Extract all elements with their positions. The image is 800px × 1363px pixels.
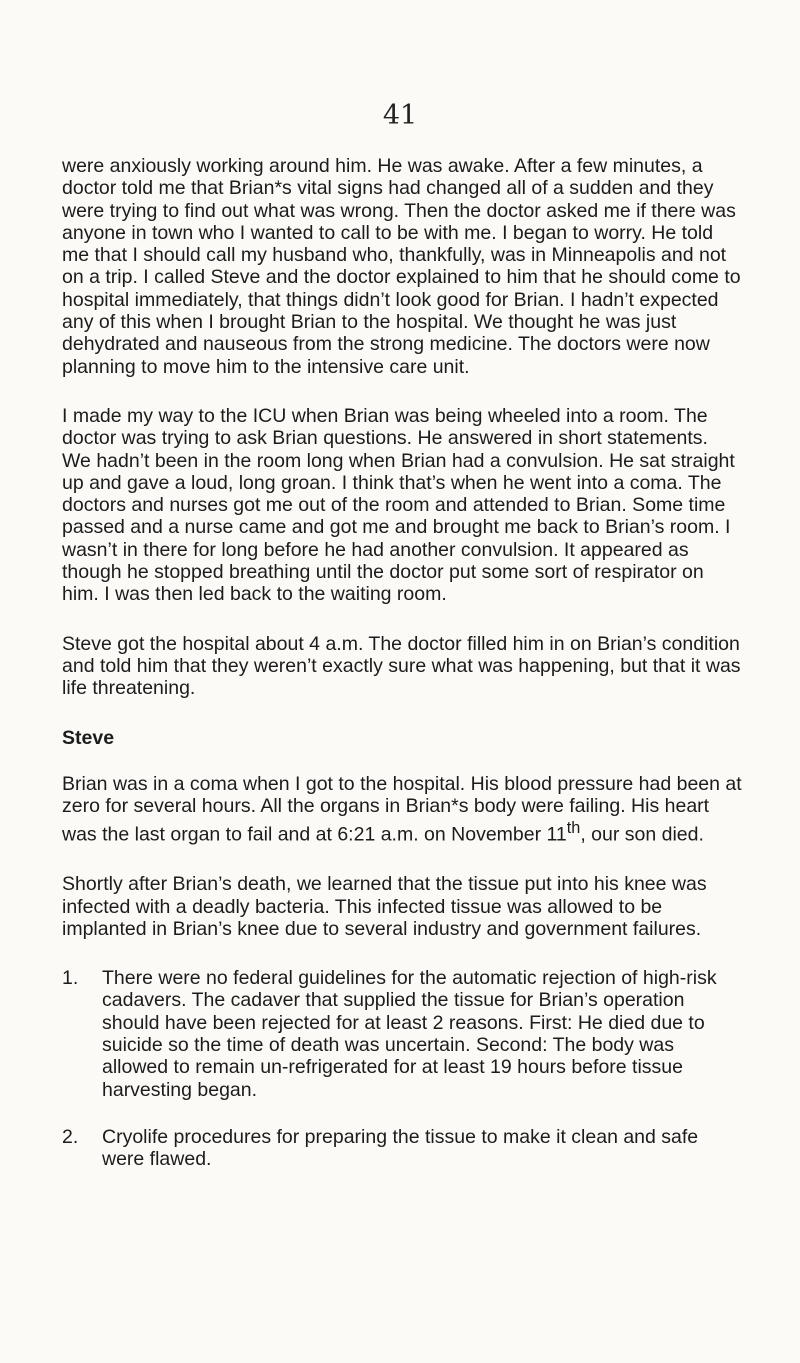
paragraph-1: were anxiously working around him. He was awake. After a few minutes, a doctor told me that Brian*s vital signs had changed all of a sudden and they were trying to find out what was wrong. Then the doctor asked me if there was anyone in town who I wanted to call to be with me. I began to worry. He told me that I should call my husband who, thankfully, was in Minneapolis and not on a trip. I called Steve and the doctor explained to him that he should come to hospital immediately, that things didn’t look good for Brian. I hadn’t expected any of this when I brought Brian to the hospital. We thought he was just dehydrated and nauseous from the strong medicine. The doctors were now planning to move him to the intensive care unit.: [62, 155, 741, 378]
page-content: [62, 155, 742, 1195]
list-item-number: 2.: [62, 1125, 79, 1148]
paragraph-5: Shortly after Brian’s death, we learned that the tissue put into his knee was infected with a deadly bacteria. This infected tissue was allowed to be implanted in Brian’s knee due to several industry and government failures.: [62, 873, 707, 940]
list-item: [62, 1126, 742, 1171]
paragraph-2: I made my way to the ICU when Brian was being wheeled into a room. The doctor was trying to ask Brian questions. He answered in short statements. We hadn’t been in the room long when Brian had a convulsion. He sat straight up and gave a loud, long groan. I think that’s when he went into a coma. The doctors and nurses got me out of the room and attended to Brian. Some time passed and a nurse came and got me and brought me back to Brian’s room. I wasn’t in there for long before he had another convulsion. It appeared as though he stopped breathing until the doctor put some sort of respirator on him. I was then led back to the waiting room.: [62, 404, 735, 606]
page-number: 41: [382, 100, 418, 131]
list-item-text: There were no federal guidelines for the automatic rejection of high-risk cadavers. The cadaver that supplied the tissue for Brian’s operation should have been rejected for at least 2 reasons. First: He died due to suicide so the time of death was uncertain. Second: The body was allowed to remain un-refrigerated for at least 19 hours before tissue harvesting began.: [102, 967, 717, 1101]
list-item-text: Cryolife procedures for preparing the tissue to make it clean and safe were flawed.: [102, 1125, 699, 1171]
list-item: [62, 967, 742, 1101]
paragraph-4: [62, 773, 742, 846]
list-item-number: 1.: [62, 967, 79, 990]
paragraph-4-text: Brian was in a coma when I got to the hospital. His blood pressure had been at zero for several hours. All the organs in Brian*s body were failing. His heart was the last organ to fail and at 6:21 a.m. on November 11: [62, 772, 742, 846]
failures-list: [62, 967, 742, 1170]
paragraph-4-end: , our son died.: [580, 823, 704, 846]
ordinal-suffix: th: [566, 819, 581, 838]
section-heading: Steve: [62, 726, 115, 749]
paragraph-3: Steve got the hospital about 4 a.m. The doctor filled him in on Brian’s condition and told him that they weren’t exactly sure what was happening, but that it was life threatening.: [62, 632, 741, 700]
